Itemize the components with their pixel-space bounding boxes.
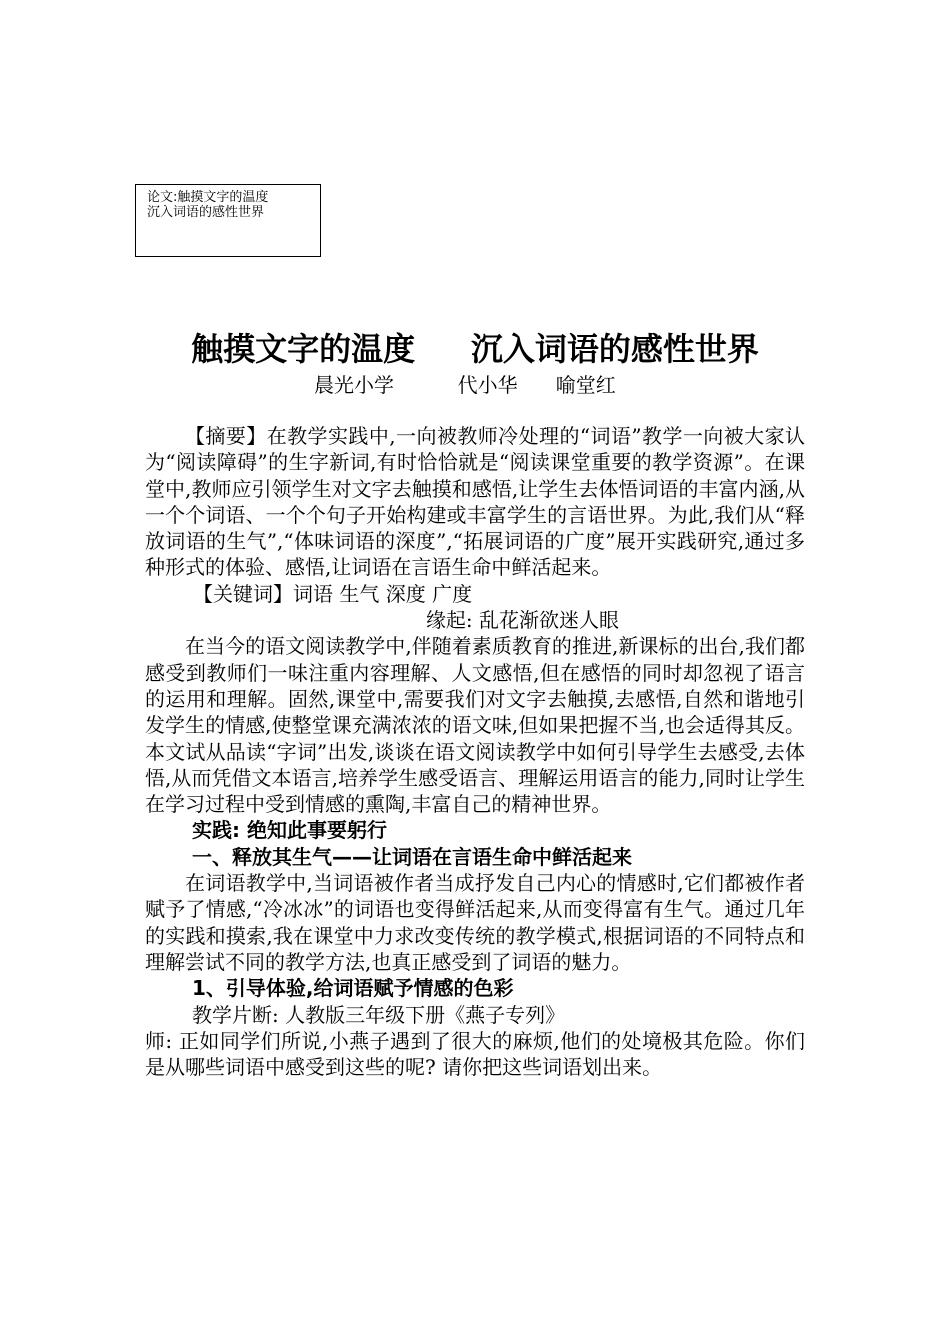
page-title: 触摸文字的温度 沉入词语的感性世界 xyxy=(191,330,759,368)
article-body xyxy=(145,423,805,1080)
section-1-paragraph: 在词语教学中,当词语被作者当成抒发自己内心的情感时,它们都被作者赋予了情感,“冷冰冰”的词语也变得鲜活起来,从而变得富有生气。通过几年的实践和摸索,我在课堂中力求改变传统的教学模式,根据词语的不同特点和理解尝试不同的教学方法,也真正感受到了词语的魅力。 xyxy=(145,871,805,974)
thesis-label-line-1: 论文:触摸文字的温度 xyxy=(147,190,269,205)
practice-heading: 实践: 绝知此事要躬行 xyxy=(192,818,387,843)
abstract-paragraph: 【摘要】在教学实践中,一向被教师冷处理的“词语”教学一向被大家认为“阅读障碍”的生字新词,有时恰恰就是“阅读课堂重要的教学资源”。在课堂中,教师应引领学生对文字去触摸和感悟,让学生去体悟词语的丰富内涵,从一个个词语、一个个句子开始构建或丰富学生的言语世界。为此,我们从“释放词语的生气”,“体味词语的深度”,“拓展词语的广度”展开实践研究,通过多种形式的体验、感悟,让词语在言语生命中鲜活起来。 xyxy=(145,424,805,580)
thesis-label-box xyxy=(135,184,321,257)
keywords-line: 【关键词】词语 生气 深度 广度 xyxy=(193,581,473,606)
teacher-dialogue: 师: 正如同学们所说,小燕子遇到了很大的麻烦,他们的处境极其危险。你们是从哪些词语中感受到这些的呢? 请你把这些词语划出来。 xyxy=(145,1028,805,1080)
origin-heading: 缘起: 乱花渐欲迷人眼 xyxy=(425,608,620,633)
authors-line: 晨光小学 代小华 喻堂红 xyxy=(314,373,616,397)
subsection-1-heading: 1、引导体验,给词语赋予情感的色彩 xyxy=(192,976,514,1001)
thesis-label-line-2: 沉入词语的感性世界 xyxy=(147,205,265,220)
teaching-fragment-label: 教学片断: 人教版三年级下册《燕子专列》 xyxy=(192,1002,566,1027)
section-1-heading: 一、释放其生气——让词语在言语生命中鲜活起来 xyxy=(192,844,632,869)
intro-paragraph: 在当今的语文阅读教学中,伴随着素质教育的推进,新课标的出台,我们都感受到教师们一味注重内容理解、人文感悟,但在感悟的同时却忽视了语言的运用和理解。固然,课堂中,需要我们对文字去触摸,去感悟,自然和谐地引发学生的情感,使整堂课充满浓浓的语文味,但如果把握不当,也会适得其反。本文试从品读“字词”出发,谈谈在语文阅读教学中如何引导学生去感受,去体悟,从而凭借文本语言,培养学生感受语言、理解运用语言的能力,同时让学生在学习过程中受到情感的熏陶,丰富自己的精神世界。 xyxy=(145,634,805,817)
